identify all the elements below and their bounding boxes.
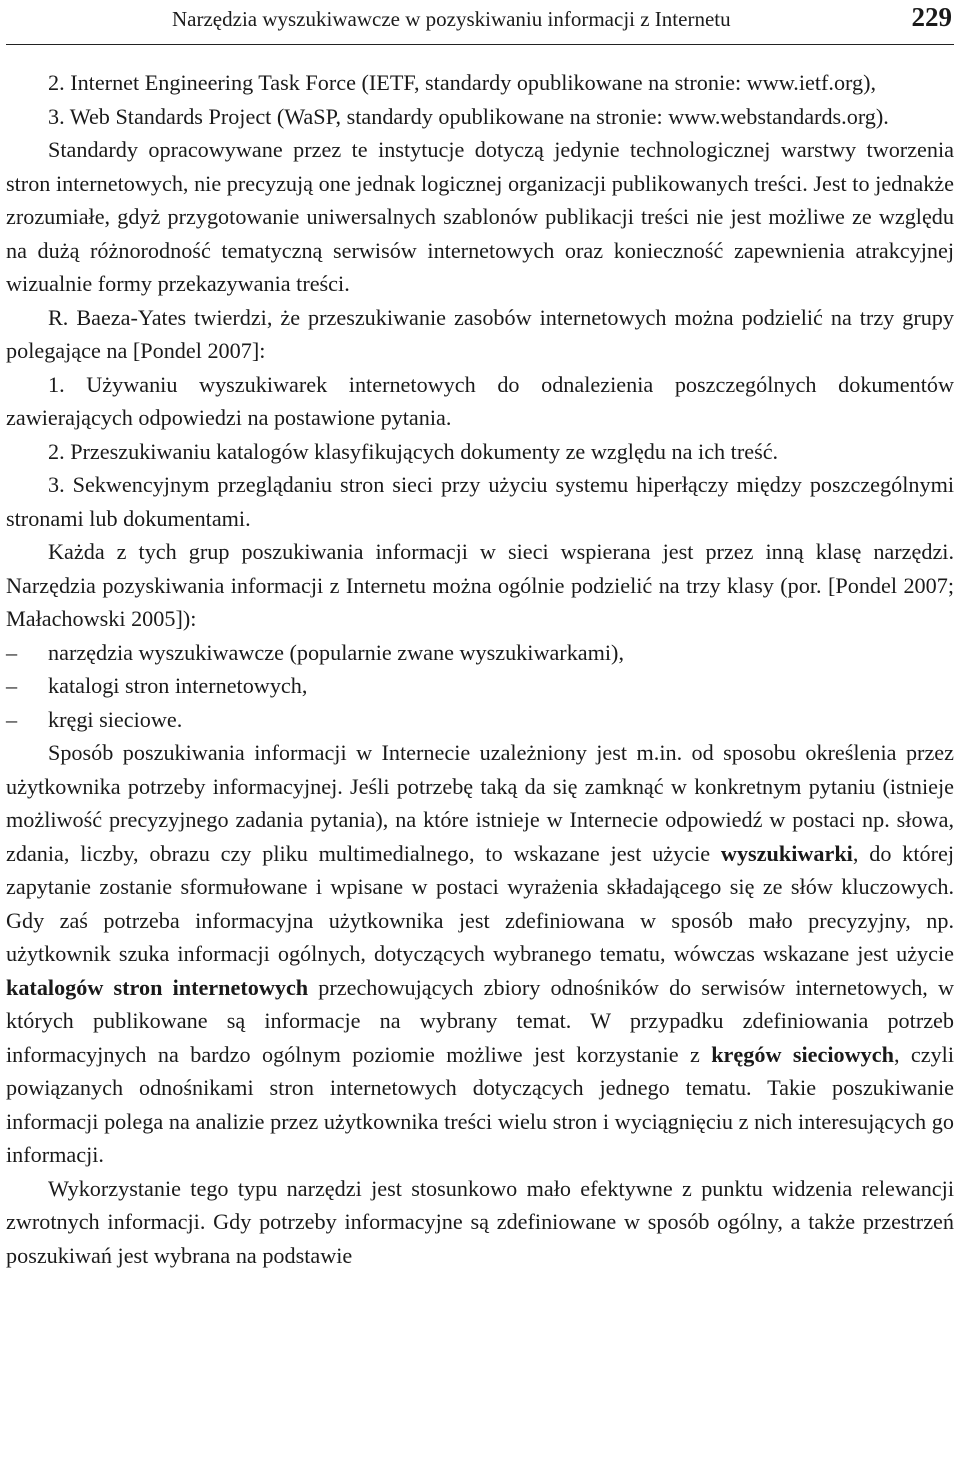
term-web-catalogs: katalogów stron internetowych <box>6 974 309 1000</box>
tool-class-label: katalogi stron internetowych, <box>48 673 308 698</box>
tool-class-label: narzędzia wyszukiwawcze (popularnie zwane wyszukiwarkami), <box>48 639 624 665</box>
tool-class-label: kręgi sieciowe. <box>48 706 183 732</box>
paragraph-standards: Standardy opracowywane przez te instytucje dotyczą jedynie technologicznej warstwy tworzenia stron internetowych, nie precyzują one jednak logicznej organizacji publikowanych treści. Jest to jednakże zrozumiałe, gdyż przygotowanie uniwersalnych szablonów publikacji treści nie jest możliwe ze względu na dużą różnorodność tematyczną serwisów internetowych oraz konieczność zapewnienia atrakcyjnej wizualnie formy przekazywania treści. <box>6 137 954 296</box>
dash-bullet: – <box>6 639 18 665</box>
search-group-1: 1. Używaniu wyszukiwarek internetowych do odnalezienia poszczególnych dokumentów zawierających odpowiedzi na postawione pytania. <box>6 371 954 430</box>
dash-bullet: – <box>6 706 18 732</box>
search-group-3: 3. Sekwencyjnym przeglądaniu stron sieci przy użyciu systemu hiperłączy między poszczególnymi stronami lub dokumentami. <box>6 472 954 531</box>
term-webrings: kręgów sieciowych <box>711 1041 894 1067</box>
page-body <box>6 66 954 1272</box>
search-methods-text-4: , czyli powiązanych odnośnikami stron internetowych dotyczących jednego tematu. Takie poszukiwanie informacji polega na analizie przez użytkownika treści wielu stron i wyciągnięciu z nich interesujących go informacji. <box>6 1041 955 1167</box>
page-number: 229 <box>911 2 952 32</box>
list-item-ietf: 2. Internet Engineering Task Force (IETF, standardy opublikowane na stronie: www.ietf.org), <box>48 70 877 95</box>
search-group-2: 2. Przeszukiwaniu katalogów klasyfikujących dokumenty ze względu na ich treść. <box>48 438 779 464</box>
list-item-wasp: 3. Web Standards Project (WaSP, standardy opublikowane na stronie: www.webstandards.org). <box>48 103 889 129</box>
search-methods-text-1: Sposób poszukiwania informacji w Internecie uzależniony jest m.in. od sposobu określenia przez użytkownika potrzeby informacyjnej. Jeśli potrzebę taką da się zamknąć w konkretnym pytaniu (istnieje możliwość precyzyjnego zadania pytania), na które istnieje w Internecie odpowiedź w postaci np. słowa, zdania, liczby, obrazu czy pliku multimedialnego, to wskazane jest użycie <box>6 740 954 866</box>
term-search-engines: wyszukiwarki <box>720 840 853 866</box>
running-header <box>6 0 954 45</box>
running-header-title: Narzędzia wyszukiwawcze w pozyskiwaniu informacji z Internetu <box>172 7 731 31</box>
tool-class-item <box>6 703 954 737</box>
tool-class-item <box>6 636 954 670</box>
search-methods-text-2: , do której zapytanie zostanie sformułowane i wpisane w postaci wyrażenia składającego się ze słów kluczowych. Gdy zaś potrzeba informacyjna użytkownika jest zdefiniowana w sposób mało precyzyjny, np. użytkownik szuka informacji ogólnych, dotyczących wybranego tematu, wówczas wskazane jest użycie <box>6 840 954 966</box>
search-methods-text-3: przechowujących zbiory odnośników do serwisów internetowych, w których publikowane są informacje na wybrany temat. W przypadku zdefiniowania potrzeb informacyjnych na bardzo ogólnym poziomie możliwe jest korzystanie z <box>6 974 954 1067</box>
paragraph-tool-classes-intro: Każda z tych grup poszukiwania informacji w sieci wspierana jest przez inną klasę narzędzi. Narzędzia pozyskiwania informacji z Internetu można ogólnie podzielić na trzy klasy (por. [Pondel 2007; Małachowski 2005]): <box>6 539 954 631</box>
paragraph-search-methods <box>6 736 954 1172</box>
dash-bullet: – <box>6 673 18 698</box>
tool-class-item <box>6 669 954 703</box>
paragraph-baeza-yates: R. Baeza-Yates twierdzi, że przeszukiwanie zasobów internetowych można podzielić na trzy grupy polegające na [Pondel 2007]: <box>6 304 954 363</box>
paragraph-usage-efficiency: Wykorzystanie tego typu narzędzi jest stosunkowo mało efektywne z punktu widzenia relewancji zwrotnych informacji. Gdy potrzeby informacyjne są zdefiniowane w sposób ogólny, a także przestrzeń poszukiwań jest wybrana na podstawie <box>6 1175 954 1268</box>
